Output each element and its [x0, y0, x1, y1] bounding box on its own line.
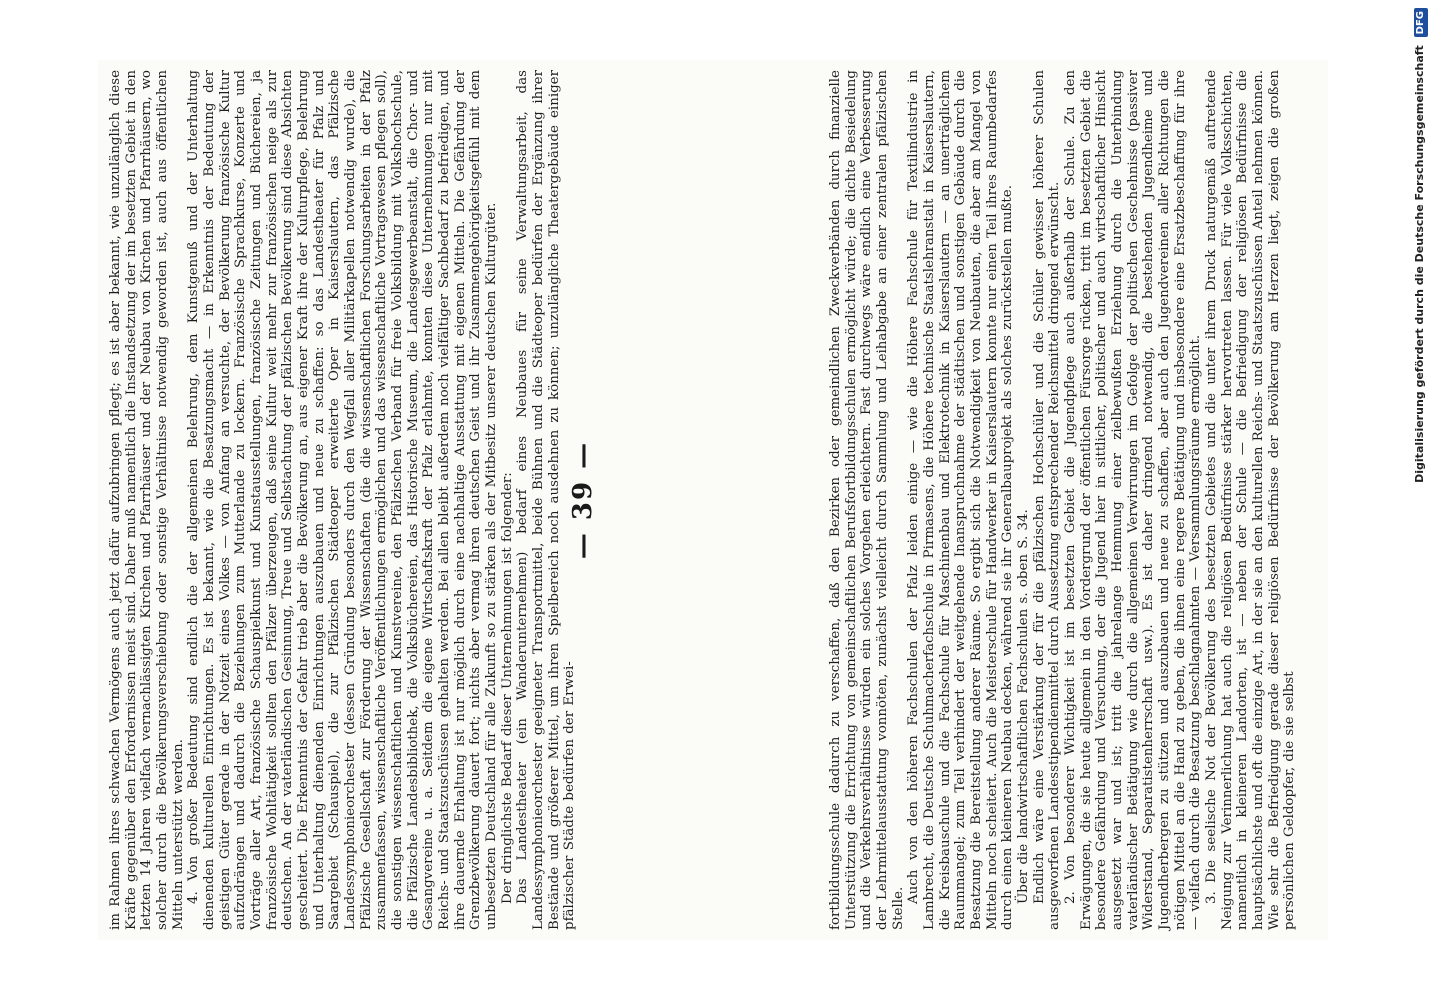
digitization-note: Digitalisierung gefördert durch die Deutsche Forschungsgemeinschaft: [1413, 45, 1426, 483]
rotated-text-block: [98, 60, 1328, 940]
right-column: [108, 70, 578, 930]
paragraph: Der dringlichste Bedarf dieser Unternehmungen ist folgender:: [499, 472, 515, 904]
left-column: [828, 70, 1318, 930]
paragraph: Auch von den höheren Fachschulen der Pfalz leiden einige — wie die Höhere Fachschule für Textilindustrie in Lambrecht, die Deutsche Schuhmacherfachschule in Pirmasens, die Höhere technische Staatslehranstalt in Kaiserslautern, die Kreisbauschule und die Fachschule für Maschinenbau und Elektrotechnik in Kaiserslautern — an unerträglichem Raummangel; zum Teil verhindert der weitgehende Inanspruchnahme der städtischen und sonstigen Gebäude durch die Besatzung die Bereitstellung anderer Räume. So ergibt sich die Notwendigkeit von Neubauten, die aber am Mangel von Mitteln noch scheitert. Auch die Meisterschule für Handwerker in Kaiserslautern konnte nur einen Teil ihres Raumbedarfes durch einen kleineren Neubau decken, während sie ihr Generalbauprojekt als solches zurückstellen mußte.: [906, 70, 1016, 930]
paragraph: 2. Von besonderer Wichtigkeit ist im besetzten Gebiet die Jugendpflege auch außerhalb der Schule. Zu den Erwägungen, die sie heute allgemein in den Vordergrund der öffentlichen Fürsorge rücken, tritt im besetzten Gebiet die besondere Gefährdung und Versuchung, der die Jugend hier in sittlicher, politischer und auch wirtschaftlicher Hinsicht ausgesetzt war und ist; tritt die jahrelange Hemmung einer zielbewußten Erziehung durch die Unterbindung vaterländischer Betätigung wie durch die allgemeinen Verwirrungen im Gefolge der politischen Geschehnisse (passiver Widerstand, Separatistenherrschaft usw.). Es ist daher dringend notwendig, die bestehenden Jugendheime und Jugendherbergen zu stützen und auszubauen und neue zu schaffen, aber auch den Jugendvereinen aller Richtungen die nötigen Mittel an die Hand zu geben, die ihnen eine regere Betätigung und insbesondere eine Ersatzbeschaffung für ihre — vielfach durch die Besatzung beschlagnahmten — Versammlungsräume ermöglicht.: [1063, 70, 1204, 930]
digitization-margin: [1410, 8, 1430, 992]
paragraph: im Rahmen ihres schwachen Vermögens auch jetzt dafür aufzubringen pflegt; es ist aber bekannt, wie unzulänglich diese Kräfte gegenüber den Erfordernissen meist sind. Daher muß namentlich die Instandsetzung der im besetzten Gebiet in den letzten 14 Jahren vielfach vernachlässigten Kirchen und Pfarrhäuser und der Neubau von Kirchen und Pfarrhäusern, wo solcher durch die Bevölkerungsverschiebung oder sonstige Verhältnisse notwendig geworden ist, auch aus öffentlichen Mitteln unterstützt werden.: [108, 70, 186, 930]
paragraph: 3. Die seelische Not der Bevölkerung des besetzten Gebietes und die unter ihrem Druck naturgemäß auftretende Neigung zur Verinnerlichung hat auch die religiösen Bedürfnisse stärker hervortreten lassen. Für viele Volksschichten, namentlich in kleineren Landorten, ist — neben der Schule — die Befriedigung der religiösen Bedürfnisse die hauptsächlichste und oft die einzige Art, in der sie an den kulturellen Reichs- und Staatszuschüssen Anteil nehmen können. Wie sehr die Befriedigung gerade dieser religiösen Bedürfnisse der Bevölkerung am Herzen liegt, zeigen die großen persönlichen Geldopfer, die sie selbst: [1204, 70, 1298, 930]
paragraph: Endlich wäre eine Verstärkung der für die pfälzischen Hochschüler und die Schüler gewisser höherer Schulen ausgeworfenen Landesstipendienmittel durch Aussetzung entsprechender Reichsmittel dringend erwünscht.: [1031, 70, 1063, 930]
paragraph: Das Landestheater (ein Wanderunternehmen) bedarf eines Neubaues für seine Verwaltungsarbeit, das Landessymphonieorchester geeigneter Transportmittel, beide Bühnen und die Städteoper bedürfen der Ergänzung ihrer Bestände und größerer Mittel, um ihren Spielbereich noch ausdehnen zu können; unzulängliche Theatergebäude einiger pfälzischer Städte bedürfen der Erwei-: [515, 70, 578, 930]
paragraph: Über die landwirtschaftlichen Fachschulen s. oben S. 34.: [1016, 509, 1032, 904]
book-page: [98, 60, 1328, 940]
page-number: — 39 —: [568, 440, 598, 560]
dfg-logo: DFG: [1414, 8, 1428, 37]
paragraph: 4. Von großer Bedeutung sind endlich die der allgemeinen Belehrung, dem Kunstgenuß und der Unterhaltung dienenden kulturellen Einrichtungen. Es ist bekannt, wie die Besatzungsmacht — in Erkenntnis der Bedeutung der geistigen Güter gerade in der Notzeit eines Volkes — von Anfang an versuchte, der Bevölkerung französische Kultur aufzudrängen und dadurch die Beziehungen zum Mutterlande zu lockern. Französische Sprachkurse, Konzerte und Vorträge aller Art, französische Schauspielkunst und Kunstausstellungen, französische Zeitungen und Büchereien, ja französische Wohltätigkeit sollten den Pfälzer überzeugen, daß seine Kultur weit mehr zur französischen neige als zur deutschen. An der vaterländischen Gesinnung, Treue und Selbstachtung der pfälzischen Bevölkerung sind diese Absichten gescheitert. Die Erkenntnis der Gefahr trieb aber die Bevölkerung an, aus eigener Kraft ihre der Kulturpflege, Belehrung und Unterhaltung dienenden Einrichtungen auszubauen und neue zu schaffen: so das Landestheater für Pfalz und Saargebiet (Schauspiel), die zur Pfälzischen Städteoper erweiterte Oper in Kaiserslautern, das Pfälzische Landessymphonieorchester (dessen Gründung besonders durch den Wegfall aller Militärkapellen notwendig wurde), die Pfälzische Gesellschaft zur Förderung der Wissenschaften (die die wissenschaftlichen Forschungsarbeiten in der Pfalz zusammenfassen, wissenschaftliche Veröffentlichungen ermöglichen und das wissenschaftliche Vortragswesen pflegen soll), die sonstigen wissenschaftlichen und Kunstvereine, den Pfälzischen Verband für freie Volksbildung mit Volkshochschule, die Pfälzische Landesbibliothek, die Volksbüchereien, das Historische Museum, die Landesgewerbeanstalt, die Chor- und Gesangvereine u. a. Seitdem die eigene Wirtschaftskraft der Pfalz erlahmte, konnten diese Unternehmungen nur mit Reichs- und Staatszuschüssen gehalten werden. Bei allen bleibt außerdem noch vielfältiger Sachbedarf zu befriedigen, und ihre dauernde Erhaltung ist nur möglich durch eine nachhaltige Ausstattung mit eigenen Mitteln. Die Gefährdung der Grenzbevölkerung dauert fort; nichts aber vermag ihren deutschen Geist und ihr Zusammengehörigkeitsgefühl mit dem unbesetzten Deutschland für alle Zukunft so zu stärken als der Mitbesitz unserer deutschen Kulturgüter.: [186, 70, 500, 930]
paragraph: fortbildungsschule dadurch zu verschaffen, daß den Bezirken oder gemeindlichen Zweckverbänden durch finanzielle Unterstützung die Errichtung von gemeinschaftlichen Berufsfortbildungsschulen ermöglicht würde; die dichte Besiedelung und die Verkehrsverhältnisse würden ein solches Vorgehen erleichtern. Fast durchwegs wäre endlich eine Verbesserung der Lehrmittelausstattung vonnöten, zunächst vielleicht durch Sammlung und Leihabgabe an einer zentralen pfälzischen Stelle.: [828, 70, 906, 930]
